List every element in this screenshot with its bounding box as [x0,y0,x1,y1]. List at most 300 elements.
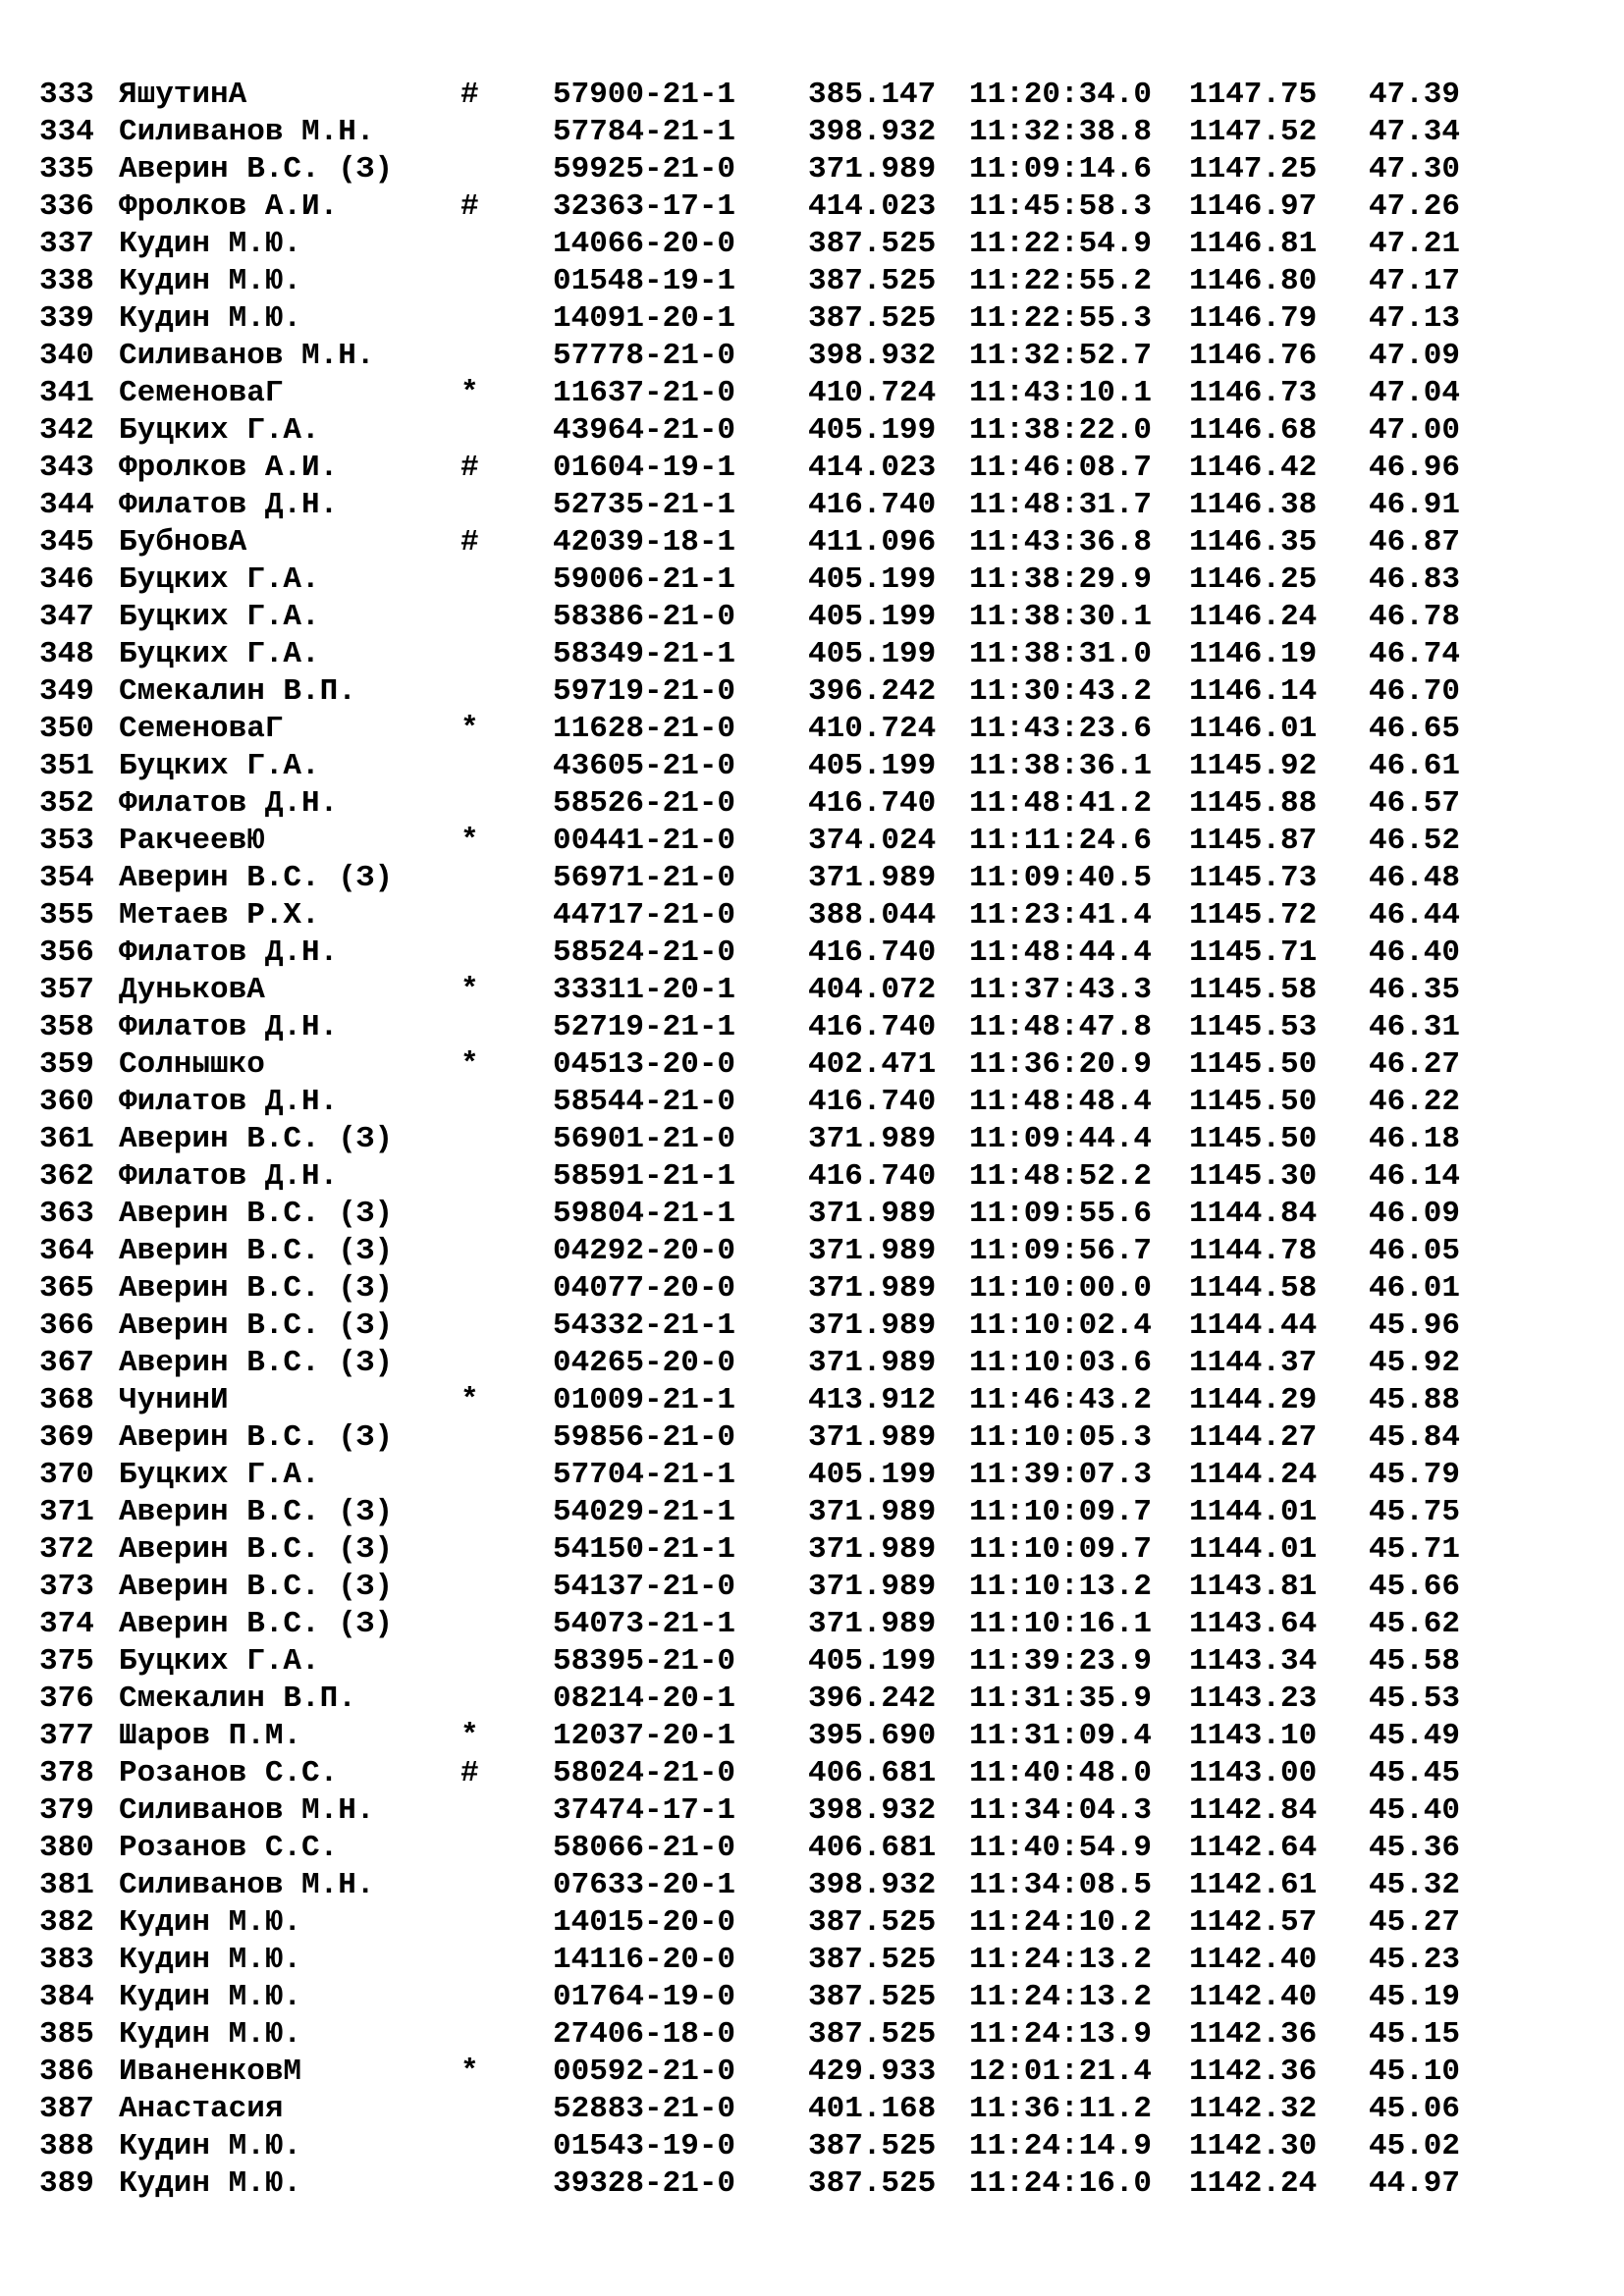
distance-cell: 371.989 [808,1607,937,1641]
arrival-time-cell: 11:24:13.2 [969,1980,1153,2014]
rank-cell: 333 [39,78,94,112]
name-cell: СеменоваГ [119,712,284,746]
arrival-time-cell: 11:40:54.9 [969,1831,1153,1865]
points-cell: 46.87 [1369,525,1461,560]
result-row [39,450,1571,487]
ring-number-cell: 12037-20-1 [553,1719,736,1753]
result-row [39,2128,1571,2165]
ring-number-cell: 52719-21-1 [553,1010,736,1044]
mark-cell: # [460,451,479,485]
arrival-time-cell: 11:20:34.0 [969,78,1153,112]
distance-cell: 371.989 [808,1308,937,1343]
points-cell: 46.61 [1369,749,1461,783]
arrival-time-cell: 11:24:14.9 [969,2129,1153,2163]
rank-cell: 340 [39,339,94,373]
points-cell: 45.71 [1369,1532,1461,1567]
distance-cell: 410.724 [808,376,937,410]
name-cell: Аверин В.С. (З) [119,1122,394,1156]
rank-cell: 378 [39,1756,94,1790]
result-row [39,1494,1571,1531]
mark-cell [460,1867,510,1904]
mark-cell [460,1308,510,1345]
rank-cell: 358 [39,1010,94,1044]
speed-cell: 1143.81 [1189,1570,1318,1604]
arrival-time-cell: 11:37:43.3 [969,973,1153,1007]
result-row [39,1046,1571,1084]
result-row [39,114,1571,151]
ring-number-cell: 54029-21-1 [553,1495,736,1529]
points-cell: 47.21 [1369,227,1461,261]
mark-cell: * [460,824,479,858]
name-cell: Аверин В.С. (З) [119,1495,394,1529]
distance-cell: 414.023 [808,189,937,224]
name-cell: Филатов Д.Н. [119,1159,339,1194]
ring-number-cell: 00592-21-0 [553,2055,736,2089]
name-cell: Кудин М.Ю. [119,1980,302,2014]
ring-number-cell: 58591-21-1 [553,1159,736,1194]
ring-number-cell: 52883-21-0 [553,2092,736,2126]
speed-cell: 1145.30 [1189,1159,1318,1194]
ring-number-cell: 42039-18-1 [553,525,736,560]
distance-cell: 410.724 [808,712,937,746]
ring-number-cell: 58066-21-0 [553,1831,736,1865]
points-cell: 47.00 [1369,413,1461,448]
points-cell: 46.18 [1369,1122,1461,1156]
ring-number-cell: 58524-21-0 [553,935,736,970]
speed-cell: 1146.24 [1189,600,1318,634]
ring-number-cell: 59925-21-0 [553,152,736,187]
rank-cell: 335 [39,152,94,187]
speed-cell: 1146.19 [1189,637,1318,671]
rank-cell: 349 [39,674,94,709]
result-row [39,524,1571,561]
distance-cell: 371.989 [808,861,937,895]
name-cell: СеменоваГ [119,376,284,410]
points-cell: 45.62 [1369,1607,1461,1641]
mark-cell: # [460,1756,479,1790]
rank-cell: 341 [39,376,94,410]
result-row [39,1270,1571,1308]
rank-cell: 381 [39,1868,94,1902]
arrival-time-cell: 11:24:10.2 [969,1905,1153,1940]
name-cell: Филатов Д.Н. [119,488,339,522]
result-row [39,1009,1571,1046]
points-cell: 45.58 [1369,1644,1461,1679]
mark-cell [460,561,510,599]
rank-cell: 339 [39,301,94,336]
speed-cell: 1144.78 [1189,1234,1318,1268]
rank-cell: 370 [39,1458,94,1492]
rank-cell: 373 [39,1570,94,1604]
arrival-time-cell: 11:24:16.0 [969,2166,1153,2201]
result-row [39,1718,1571,1755]
distance-cell: 385.147 [808,78,937,112]
result-row [39,77,1571,114]
mark-cell [460,338,510,375]
ring-number-cell: 54137-21-0 [553,1570,736,1604]
distance-cell: 405.199 [808,600,937,634]
mark-cell [460,1830,510,1867]
mark-cell: * [460,1047,479,1082]
name-cell: РакчеевЮ [119,824,265,858]
ring-number-cell: 59856-21-0 [553,1420,736,1455]
mark-cell [460,300,510,338]
mark-cell [460,2091,510,2128]
distance-cell: 398.932 [808,339,937,373]
points-cell: 45.53 [1369,1682,1461,1716]
speed-cell: 1142.24 [1189,2166,1318,2201]
name-cell: Филатов Д.Н. [119,935,339,970]
ring-number-cell: 43605-21-0 [553,749,736,783]
speed-cell: 1144.29 [1189,1383,1318,1417]
distance-cell: 371.989 [808,1234,937,1268]
ring-number-cell: 14015-20-0 [553,1905,736,1940]
arrival-time-cell: 11:48:52.2 [969,1159,1153,1194]
result-row [39,748,1571,785]
speed-cell: 1146.25 [1189,562,1318,597]
speed-cell: 1145.88 [1189,786,1318,821]
speed-cell: 1145.53 [1189,1010,1318,1044]
ring-number-cell: 54073-21-1 [553,1607,736,1641]
points-cell: 45.19 [1369,1980,1461,2014]
ring-number-cell: 01543-19-0 [553,2129,736,2163]
name-cell: Солнышко [119,1047,265,1082]
mark-cell [460,1345,510,1382]
distance-cell: 405.199 [808,637,937,671]
ring-number-cell: 14091-20-1 [553,301,736,336]
speed-cell: 1146.79 [1189,301,1318,336]
mark-cell [460,1569,510,1606]
result-row [39,2165,1571,2203]
result-row [39,226,1571,263]
result-row [39,1830,1571,1867]
ring-number-cell: 08214-20-1 [553,1682,736,1716]
distance-cell: 413.912 [808,1383,937,1417]
name-cell: Аверин В.С. (З) [119,1420,394,1455]
distance-cell: 405.199 [808,562,937,597]
rank-cell: 336 [39,189,94,224]
name-cell: Буцких Г.А. [119,749,320,783]
points-cell: 46.70 [1369,674,1461,709]
result-row [39,2091,1571,2128]
mark-cell: # [460,189,479,224]
name-cell: Аверин В.С. (З) [119,1570,394,1604]
points-cell: 47.17 [1369,264,1461,298]
rank-cell: 364 [39,1234,94,1268]
name-cell: Филатов Д.Н. [119,1010,339,1044]
name-cell: Буцких Г.А. [119,562,320,597]
result-row [39,599,1571,636]
ring-number-cell: 04513-20-0 [553,1047,736,1082]
mark-cell [460,1904,510,1942]
name-cell: Буцких Г.А. [119,600,320,634]
mark-cell: * [460,376,479,410]
distance-cell: 406.681 [808,1756,937,1790]
speed-cell: 1146.35 [1189,525,1318,560]
arrival-time-cell: 11:30:43.2 [969,674,1153,709]
arrival-time-cell: 11:38:30.1 [969,600,1153,634]
ring-number-cell: 01604-19-1 [553,451,736,485]
name-cell: Аверин В.С. (З) [119,1346,394,1380]
ring-number-cell: 37474-17-1 [553,1793,736,1828]
mark-cell [460,748,510,785]
points-cell: 46.52 [1369,824,1461,858]
speed-cell: 1146.97 [1189,189,1318,224]
rank-cell: 346 [39,562,94,597]
name-cell: Аверин В.С. (З) [119,152,394,187]
rank-cell: 342 [39,413,94,448]
mark-cell [460,1494,510,1531]
arrival-time-cell: 11:09:14.6 [969,152,1153,187]
rank-cell: 334 [39,115,94,149]
ring-number-cell: 57784-21-1 [553,115,736,149]
points-cell: 45.15 [1369,2017,1461,2052]
name-cell: Силиванов М.Н. [119,339,375,373]
arrival-time-cell: 11:48:47.8 [969,1010,1153,1044]
arrival-time-cell: 11:46:08.7 [969,451,1153,485]
distance-cell: 429.933 [808,2055,937,2089]
name-cell: БубновА [119,525,247,560]
ring-number-cell: 43964-21-0 [553,413,736,448]
mark-cell [460,1196,510,1233]
mark-cell [460,151,510,188]
result-row [39,151,1571,188]
ring-number-cell: 54332-21-1 [553,1308,736,1343]
ring-number-cell: 58526-21-0 [553,786,736,821]
speed-cell: 1145.73 [1189,861,1318,895]
arrival-time-cell: 11:43:23.6 [969,712,1153,746]
mark-cell [460,1009,510,1046]
mark-cell: # [460,78,479,112]
ring-number-cell: 01009-21-1 [553,1383,736,1417]
rank-cell: 389 [39,2166,94,2201]
speed-cell: 1142.84 [1189,1793,1318,1828]
points-cell: 46.40 [1369,935,1461,970]
result-row [39,1979,1571,2016]
result-row [39,897,1571,934]
distance-cell: 414.023 [808,451,937,485]
rank-cell: 338 [39,264,94,298]
distance-cell: 387.525 [808,227,937,261]
result-row [39,1867,1571,1904]
distance-cell: 387.525 [808,264,937,298]
points-cell: 45.32 [1369,1868,1461,1902]
distance-cell: 405.199 [808,1644,937,1679]
distance-cell: 387.525 [808,1980,937,2014]
mark-cell: * [460,712,479,746]
arrival-time-cell: 11:40:48.0 [969,1756,1153,1790]
name-cell: Кудин М.Ю. [119,2017,302,2052]
result-row [39,711,1571,748]
mark-cell [460,1121,510,1158]
ring-number-cell: 11628-21-0 [553,712,736,746]
rank-cell: 372 [39,1532,94,1567]
ring-number-cell: 52735-21-1 [553,488,736,522]
rank-cell: 352 [39,786,94,821]
name-cell: Аверин В.С. (З) [119,1308,394,1343]
points-cell: 46.65 [1369,712,1461,746]
arrival-time-cell: 11:10:09.7 [969,1495,1153,1529]
arrival-time-cell: 11:24:13.9 [969,2017,1153,2052]
arrival-time-cell: 11:23:41.4 [969,898,1153,933]
speed-cell: 1144.27 [1189,1420,1318,1455]
points-cell: 47.13 [1369,301,1461,336]
result-row [39,1792,1571,1830]
speed-cell: 1144.01 [1189,1532,1318,1567]
points-cell: 47.09 [1369,339,1461,373]
name-cell: Розанов С.С. [119,1831,339,1865]
rank-cell: 386 [39,2055,94,2089]
points-cell: 45.84 [1369,1420,1461,1455]
name-cell: Аверин В.С. (З) [119,1197,394,1231]
mark-cell [460,1457,510,1494]
mark-cell [460,2128,510,2165]
points-cell: 47.26 [1369,189,1461,224]
distance-cell: 401.168 [808,2092,937,2126]
name-cell: Анастасия [119,2092,284,2126]
arrival-time-cell: 11:09:44.4 [969,1122,1153,1156]
mark-cell [460,599,510,636]
mark-cell [460,114,510,151]
speed-cell: 1145.50 [1189,1122,1318,1156]
distance-cell: 396.242 [808,1682,937,1716]
name-cell: Силиванов М.Н. [119,1868,375,1902]
name-cell: Филатов Д.Н. [119,786,339,821]
distance-cell: 371.989 [808,1271,937,1306]
arrival-time-cell: 11:38:31.0 [969,637,1153,671]
result-row [39,2016,1571,2054]
name-cell: Аверин В.С. (З) [119,861,394,895]
speed-cell: 1142.40 [1189,1980,1318,2014]
mark-cell [460,1606,510,1643]
mark-cell [460,860,510,897]
ring-number-cell: 58544-21-0 [553,1085,736,1119]
result-row [39,487,1571,524]
mark-cell [460,2016,510,2054]
arrival-time-cell: 11:38:29.9 [969,562,1153,597]
result-row [39,412,1571,450]
speed-cell: 1144.24 [1189,1458,1318,1492]
rank-cell: 368 [39,1383,94,1417]
arrival-time-cell: 11:46:43.2 [969,1383,1153,1417]
arrival-time-cell: 11:38:36.1 [969,749,1153,783]
rank-cell: 344 [39,488,94,522]
rank-cell: 377 [39,1719,94,1753]
points-cell: 45.40 [1369,1793,1461,1828]
speed-cell: 1143.00 [1189,1756,1318,1790]
ring-number-cell: 57900-21-1 [553,78,736,112]
distance-cell: 405.199 [808,749,937,783]
arrival-time-cell: 11:10:02.4 [969,1308,1153,1343]
distance-cell: 398.932 [808,115,937,149]
points-cell: 47.39 [1369,78,1461,112]
mark-cell: * [460,1383,479,1417]
ring-number-cell: 44717-21-0 [553,898,736,933]
speed-cell: 1142.30 [1189,2129,1318,2163]
arrival-time-cell: 11:22:55.3 [969,301,1153,336]
arrival-time-cell: 11:22:54.9 [969,227,1153,261]
arrival-time-cell: 11:36:20.9 [969,1047,1153,1082]
mark-cell [460,1792,510,1830]
points-cell: 46.96 [1369,451,1461,485]
speed-cell: 1145.50 [1189,1047,1318,1082]
name-cell: Буцких Г.А. [119,413,320,448]
name-cell: Метаев Р.Х. [119,898,320,933]
result-row [39,823,1571,860]
ring-number-cell: 59006-21-1 [553,562,736,597]
points-cell: 46.83 [1369,562,1461,597]
rank-cell: 347 [39,600,94,634]
arrival-time-cell: 11:39:07.3 [969,1458,1153,1492]
result-row [39,1755,1571,1792]
distance-cell: 371.989 [808,1122,937,1156]
result-row [39,1158,1571,1196]
ring-number-cell: 58349-21-1 [553,637,736,671]
distance-cell: 387.525 [808,301,937,336]
rank-cell: 362 [39,1159,94,1194]
result-row [39,2054,1571,2091]
result-row [39,1531,1571,1569]
name-cell: Буцких Г.А. [119,1458,320,1492]
result-row [39,1382,1571,1419]
ring-number-cell: 58024-21-0 [553,1756,736,1790]
mark-cell [460,263,510,300]
name-cell: Аверин В.С. (З) [119,1607,394,1641]
points-cell: 46.05 [1369,1234,1461,1268]
distance-cell: 405.199 [808,413,937,448]
mark-cell: * [460,2055,479,2089]
ring-number-cell: 56971-21-0 [553,861,736,895]
name-cell: Смекалин В.П. [119,1682,356,1716]
name-cell: Аверин В.С. (З) [119,1532,394,1567]
points-cell: 47.34 [1369,115,1461,149]
distance-cell: 404.072 [808,973,937,1007]
points-cell: 46.57 [1369,786,1461,821]
arrival-time-cell: 11:09:40.5 [969,861,1153,895]
arrival-time-cell: 11:45:58.3 [969,189,1153,224]
rank-cell: 355 [39,898,94,933]
mark-cell [460,1979,510,2016]
ring-number-cell: 00441-21-0 [553,824,736,858]
distance-cell: 371.989 [808,152,937,187]
ring-number-cell: 56901-21-0 [553,1122,736,1156]
arrival-time-cell: 11:39:23.9 [969,1644,1153,1679]
speed-cell: 1146.42 [1189,451,1318,485]
ring-number-cell: 58386-21-0 [553,600,736,634]
distance-cell: 387.525 [808,1905,937,1940]
ring-number-cell: 14116-20-0 [553,1943,736,1977]
points-cell: 46.91 [1369,488,1461,522]
arrival-time-cell: 11:48:44.4 [969,935,1153,970]
result-row [39,1457,1571,1494]
speed-cell: 1146.81 [1189,227,1318,261]
result-row [39,1904,1571,1942]
mark-cell [460,897,510,934]
arrival-time-cell: 11:38:22.0 [969,413,1153,448]
ring-number-cell: 59804-21-1 [553,1197,736,1231]
points-cell: 45.49 [1369,1719,1461,1753]
result-row [39,1233,1571,1270]
name-cell: Кудин М.Ю. [119,2129,302,2163]
name-cell: Розанов С.С. [119,1756,339,1790]
result-row [39,263,1571,300]
rank-cell: 385 [39,2017,94,2052]
arrival-time-cell: 11:10:00.0 [969,1271,1153,1306]
mark-cell [460,226,510,263]
speed-cell: 1143.34 [1189,1644,1318,1679]
mark-cell: * [460,1719,479,1753]
rank-cell: 337 [39,227,94,261]
